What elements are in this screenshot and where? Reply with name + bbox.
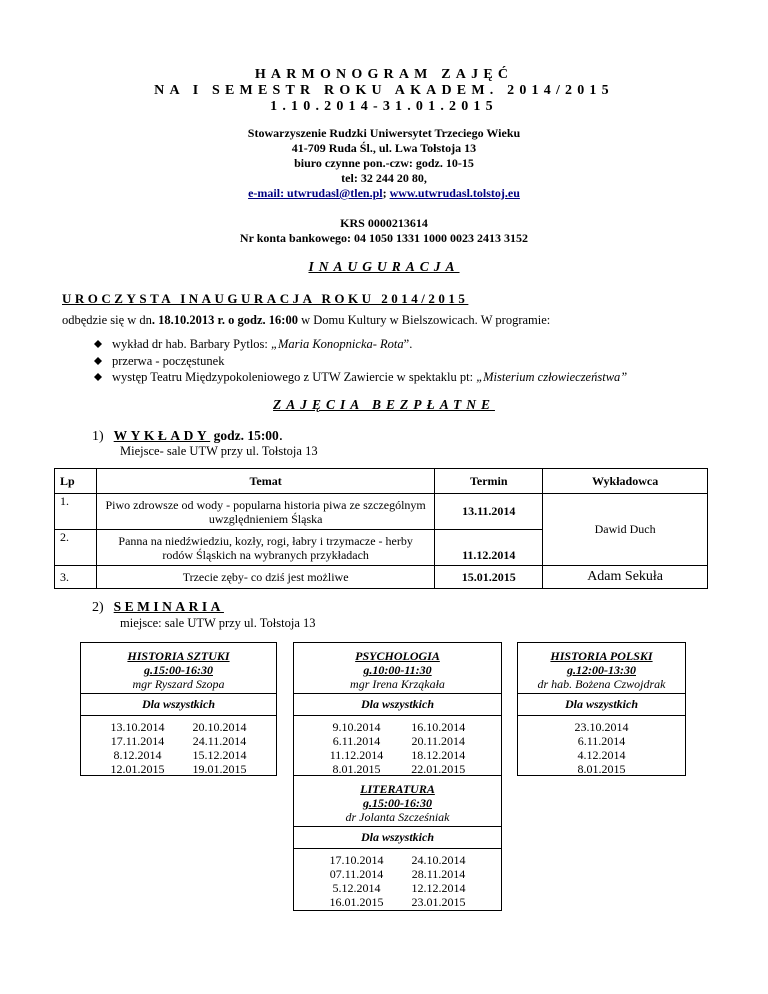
seminar-name: HISTORIA SZTUKI <box>127 649 230 663</box>
table-row: 3. Trzecie zęby- co dziś jest możliwe 15.01.2015 Adam Sekuła <box>55 566 708 589</box>
seminar-teacher: dr hab. Bożena Czwojdrak <box>537 677 666 691</box>
title-line-3: 1.10.2014-31.01.2015 <box>270 99 498 114</box>
seminaria-place: miejsce: sale UTW przy ul. Tołstoja 13 <box>120 616 316 630</box>
org-tel: tel: 32 244 20 80, <box>341 171 427 185</box>
org-krs: KRS 0000213614 <box>340 216 428 230</box>
seminar-psychologia <box>293 642 502 776</box>
table-header-row <box>55 469 708 494</box>
wyklady-number: 1) <box>92 429 104 444</box>
seminar-time: g.12:00-13:30 <box>567 663 636 677</box>
seminar-time: g.10:00-11:30 <box>363 663 432 677</box>
intro-date: . 18.10.2013 r. o godz. 16:00 <box>151 313 298 327</box>
lecturer-cell: Dawid Duch <box>543 494 708 566</box>
seminar-teacher: mgr Ryszard Szopa <box>132 677 225 691</box>
seminaria-title: SEMINARIA <box>113 599 224 614</box>
document-title <box>0 67 768 115</box>
seminar-audience: Dla wszystkich <box>294 826 501 849</box>
inauguracja-intro <box>62 312 550 329</box>
organization-info <box>0 126 768 246</box>
col-termin: Termin <box>435 469 543 494</box>
wyklady-heading: 1) WYKŁADY godz. 15:00. <box>92 427 283 444</box>
wyklady-title: WYKŁADY <box>113 428 211 443</box>
seminar-audience: Dla wszystkich <box>294 693 501 716</box>
seminaria-heading <box>92 598 224 616</box>
zajecia-heading: ZAJĘCIA BEZPŁATNE <box>273 397 495 412</box>
diamond-bullet-icon <box>94 357 102 365</box>
program-list <box>90 336 627 386</box>
org-bank-account: Nr konta bankowego: 04 1050 1331 1000 0023 2413 3152 <box>239 231 529 245</box>
lectures-table <box>54 468 708 589</box>
org-address: 41-709 Ruda Śl., ul. Lwa Tołstoja 13 <box>291 141 477 155</box>
seminar-name: PSYCHOLOGIA <box>355 649 440 663</box>
col-temat: Temat <box>96 469 434 494</box>
wyklady-time: godz. 15:00 <box>210 428 279 443</box>
title-line-1: HARMONOGRAM ZAJĘĆ <box>254 67 514 82</box>
seminar-name: LITERATURA <box>360 782 435 796</box>
table-row: 2. Panna na niedźwiedziu, kozły, rogi, łabry i trzymacze - herby rodów Śląskich na wybranych przykładach 11.12.2014 <box>55 530 708 566</box>
inauguracja-subheading: UROCZYSTA INAUGURACJA ROKU 2014/2015 <box>62 291 469 306</box>
seminar-teacher: mgr Irena Krząkała <box>350 677 445 691</box>
seminar-name: HISTORIA POLSKI <box>550 649 653 663</box>
intro-post: w Domu Kultury w Bielszowicach. W programie: <box>297 313 551 327</box>
seminar-dates: 17.10.2014 07.11.2014 5.12.2014 16.01.2015 24.10.2014 28.11.2014 12.12.2014 23.01.2015 <box>329 853 466 909</box>
program-item: wykład dr hab. Barbary Pytlos: „Maria Konopnicka- Rota”. <box>90 336 627 353</box>
seminar-audience: Dla wszystkich <box>518 693 685 716</box>
col-lp: Lp <box>55 469 97 494</box>
program-item: przerwa - poczęstunek <box>90 353 627 370</box>
seminaria-number: 2) <box>92 600 104 615</box>
seminar-time: g.15:00-16:30 <box>144 663 213 677</box>
seminar-teacher: dr Jolanta Szcześniak <box>345 810 450 824</box>
org-name: Stowarzyszenie Rudzki Uniwersytet Trzeciego Wieku <box>247 126 521 140</box>
inauguracja-heading: INAUGURACJA <box>308 259 460 274</box>
intro-pre: odbędzie się w dn <box>62 313 152 327</box>
website-link[interactable]: www.utwrudasl.tolstoj.eu <box>389 186 520 200</box>
col-wykladowca: Wykładowca <box>543 469 708 494</box>
diamond-bullet-icon <box>94 373 102 381</box>
seminar-dates: 9.10.2014 6.11.2014 11.12.2014 8.01.2015 16.10.2014 20.11.2014 18.12.2014 22.01.2015 <box>329 720 466 776</box>
wyklady-place: Miejsce- sale UTW przy ul. Tołstoja 13 <box>120 444 318 458</box>
seminar-dates: 23.10.2014 6.11.2014 4.12.2014 8.01.2015 <box>574 720 629 776</box>
seminar-time: g.15:00-16:30 <box>363 796 432 810</box>
org-links <box>0 186 768 201</box>
title-line-2: NA I SEMESTR ROKU AKADEM. 2014/2015 <box>154 83 614 98</box>
org-hours: biuro czynne pon.-czw: godz. 10-15 <box>294 156 474 170</box>
seminar-literatura <box>293 775 502 911</box>
table-row: 1. Piwo zdrowsze od wody - popularna historia piwa ze szczególnym uwzględnieniem Śląska 13.11.2014 Dawid Duch <box>55 494 708 530</box>
seminar-audience: Dla wszystkich <box>81 693 276 716</box>
program-item: występ Teatru Międzypokoleniowego z UTW Zawiercie w spektaklu pt: „Misterium człowieczeństwa” <box>90 369 627 386</box>
seminar-historia-polski <box>517 642 686 776</box>
seminar-historia-sztuki <box>80 642 277 776</box>
email-link[interactable]: e-mail: utwrudasl@tlen.pl <box>248 186 383 200</box>
diamond-bullet-icon <box>94 340 102 348</box>
link-separator: ; <box>382 186 387 200</box>
seminar-dates: 13.10.2014 17.11.2014 8.12.2014 12.01.2015 20.10.2014 24.11.2014 15.12.2014 19.01.2015 <box>110 720 247 776</box>
